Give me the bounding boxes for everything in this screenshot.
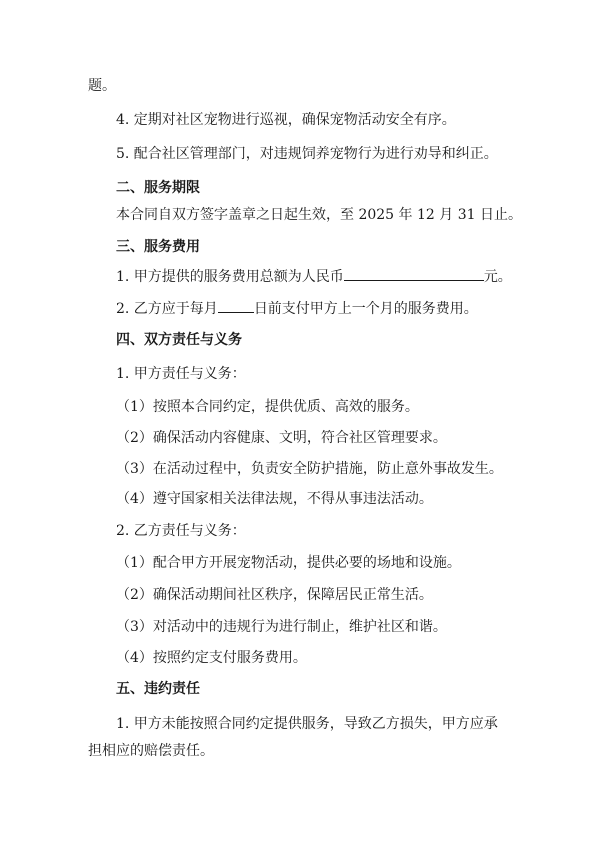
party-b-item-3: （3）对活动中的违规行为进行制止，维护社区和谐。 <box>116 619 447 635</box>
continued-text: 题。 <box>88 78 116 94</box>
party-a-item-3: （3）在活动过程中，负责安全防护措施，防止意外事故发生。 <box>116 461 503 477</box>
party-a-item-1: （1）按照本合同约定，提供优质、高效的服务。 <box>116 399 419 415</box>
fee-amount-blank <box>344 266 484 281</box>
fee-item-2 <box>116 298 478 319</box>
party-b-item-4: （4）按照约定支付服务费用。 <box>116 650 307 666</box>
party-b-item-2: （2）确保活动期间社区秩序，保障居民正常生活。 <box>116 587 433 603</box>
duty-item-5: 5. 配合社区管理部门，对违规饲养宠物行为进行劝导和纠正。 <box>116 146 498 162</box>
breach-item-1-line-2: 担相应的赔偿责任。 <box>88 743 214 759</box>
duty-item-4: 4. 定期对社区宠物进行巡视，确保宠物活动安全有序。 <box>116 112 456 128</box>
breach-item-1-line-1: 1. 甲方未能按照合同约定提供服务，导致乙方损失，甲方应承 <box>116 716 498 732</box>
fee-item-2-text: 2. 乙方应于每月 <box>116 301 218 317</box>
payment-day-blank <box>218 298 254 313</box>
fee-item-1-text: 1. 甲方提供的服务费用总额为人民币 <box>116 269 344 285</box>
section-heading-breach: 五、违约责任 <box>116 681 200 697</box>
party-a-title: 1. 甲方责任与义务： <box>116 366 246 382</box>
section-heading-responsibilities: 四、双方责任与义务 <box>116 332 242 348</box>
fee-item-2-rest: 日前支付甲方上一个月的服务费用。 <box>253 301 478 317</box>
party-a-item-2: （2）确保活动内容健康、文明，符合社区管理要求。 <box>116 430 447 446</box>
section-heading-service-fee: 三、服务费用 <box>116 239 200 255</box>
party-b-title: 2. 乙方责任与义务： <box>116 523 246 539</box>
party-a-item-4: （4）遵守国家相关法律法规，不得从事违法活动。 <box>116 491 433 507</box>
service-period-text: 本合同自双方签字盖章之日起生效，至 2025 年 12 月 31 日止。 <box>116 207 522 223</box>
fee-item-1 <box>116 266 512 287</box>
section-heading-service-period: 二、服务期限 <box>116 180 200 196</box>
party-b-item-1: （1）配合甲方开展宠物活动，提供必要的场地和设施。 <box>116 555 461 571</box>
fee-item-1-unit: 元。 <box>483 269 512 285</box>
